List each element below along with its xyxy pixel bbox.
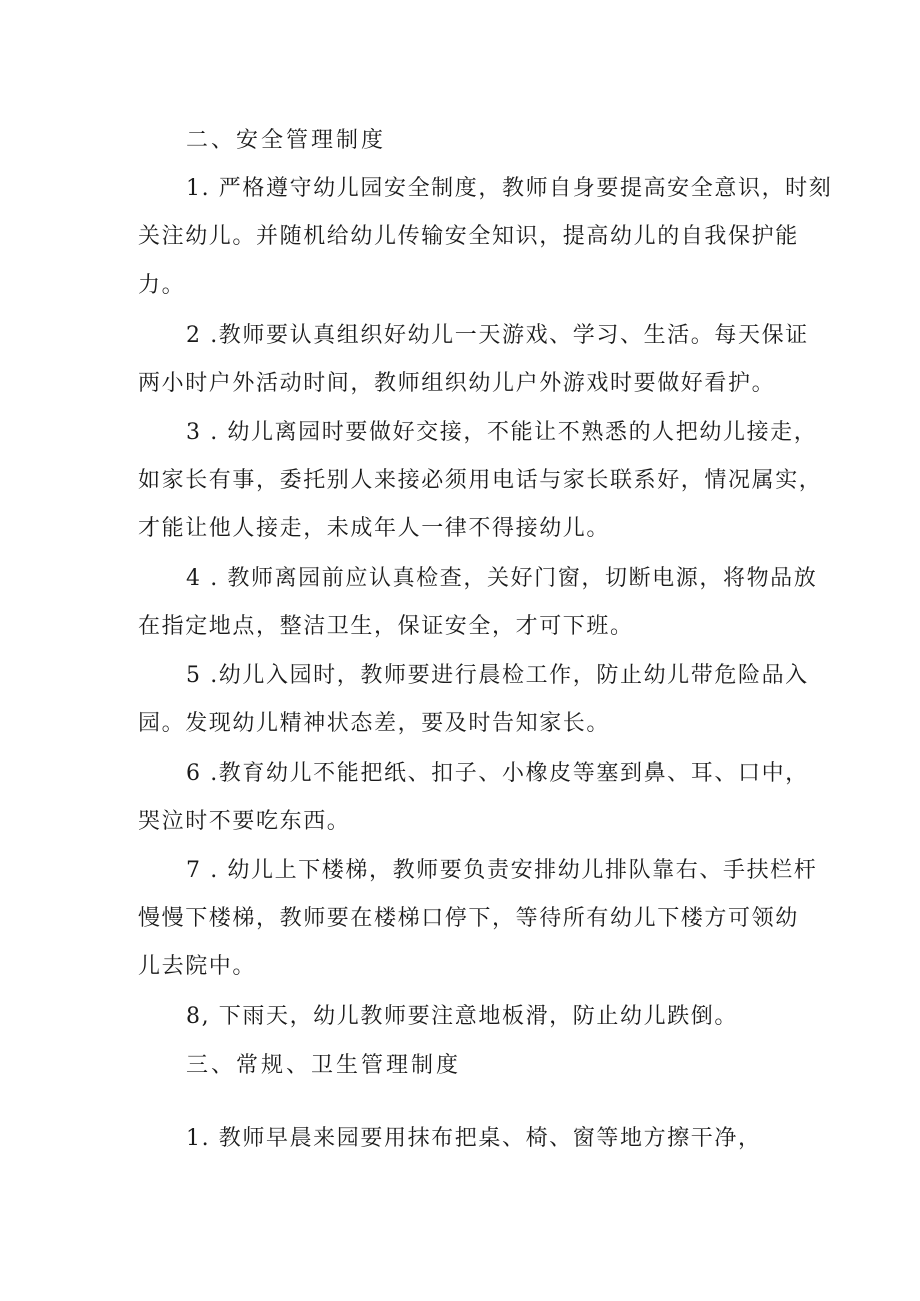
paragraph-line: 两小时户外活动时间，教师组织幼儿户外游戏时要做好看护。 <box>138 371 776 396</box>
paragraph-line: 园。发现幼儿精神状态差，要及时告知家长。 <box>138 711 611 736</box>
paragraph-line: 1. 教师早晨来园要用抹布把桌、椅、窗等地方擦干净， <box>186 1126 762 1151</box>
paragraph-line: 5 .幼儿入园时，教师要进行晨检工作，防止幼儿带危险品入 <box>186 663 809 688</box>
paragraph-line: 力。 <box>138 273 186 298</box>
paragraph-line: 3 . 幼儿离园时要做好交接，不能让不熟悉的人把幼儿接走， <box>186 420 818 445</box>
paragraph-line: 在指定地点，整洁卫生，保证安全，才可下班。 <box>138 614 634 639</box>
paragraph-line: 4 . 教师离园前应认真检查，关好门窗，切断电源，将物品放 <box>186 566 818 591</box>
paragraph-line: 7 . 幼儿上下楼梯，教师要负责安排幼儿排队靠右、手扶栏杆 <box>186 858 818 883</box>
paragraph-line: 6 .教育幼儿不能把纸、扣子、小橡皮等塞到鼻、耳、口中， <box>186 761 809 786</box>
paragraph-line: 如家长有事，委托别人来接必须用电话与家长联系好，情况属实， <box>138 468 823 493</box>
section-heading-safety: 二、安全管理制度 <box>186 128 387 153</box>
paragraph-line: 1. 严格遵守幼儿园安全制度，教师自身要提高安全意识，时刻 <box>186 176 833 201</box>
paragraph-line: 儿去院中。 <box>138 954 257 979</box>
section-heading-routine-hygiene: 三、常规、卫生管理制度 <box>186 1053 462 1078</box>
paragraph-line: 8, 下雨天，幼儿教师要注意地板滑，防止幼儿跌倒。 <box>186 1004 738 1029</box>
paragraph-line: 哭泣时不要吃东西。 <box>138 809 351 834</box>
paragraph-line: 2 .教师要认真组织好幼儿一天游戏、学习、生活。每天保证 <box>186 323 809 348</box>
paragraph-line: 关注幼儿。并随机给幼儿传输安全知识，提高幼儿的自我保护能 <box>138 224 799 249</box>
paragraph-line: 慢慢下楼梯，教师要在楼梯口停下，等待所有幼儿下楼方可领幼 <box>138 906 799 931</box>
paragraph-line: 才能让他人接走，未成年人一律不得接幼儿。 <box>138 516 611 541</box>
